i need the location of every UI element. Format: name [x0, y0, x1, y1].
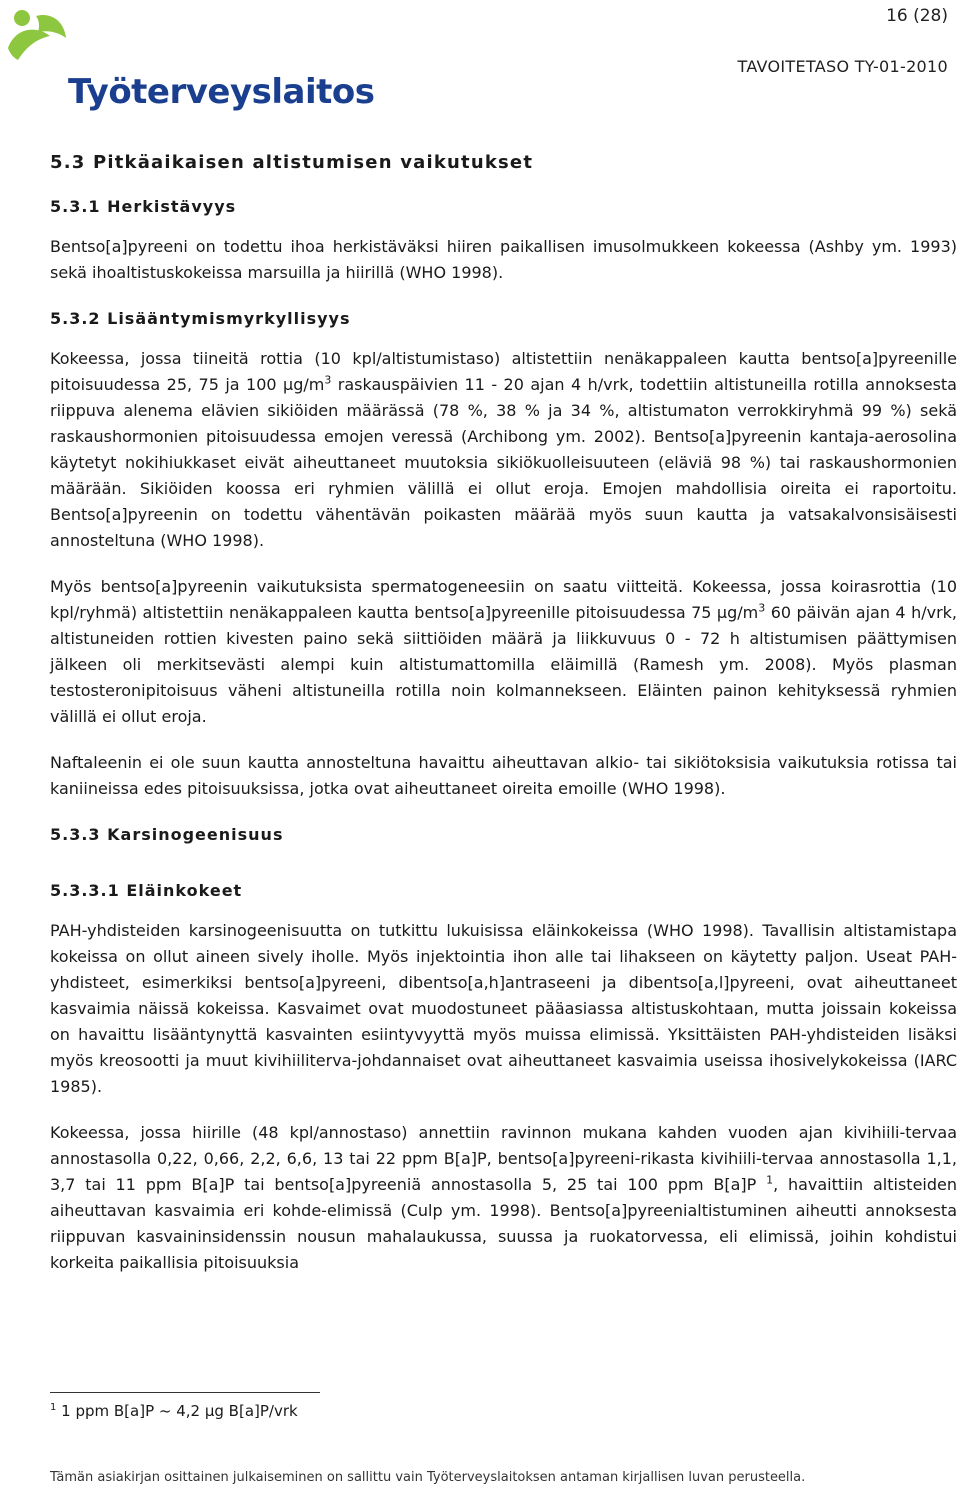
logo [6, 8, 375, 112]
text-span: , havaittiin altisteiden aiheuttavan kasvaimia eri kohde-elimissä (Culp ym. 1998). Bentso[a]pyreenialtistuminen aiheutti annoksesta riippuvan kasvaininsidenssin nousun mahalaukussa, suussa ja ruokatorvessa, eli elimissä, joihin kohdistui korkeita paikallisia pitoisuuksia [50, 1175, 957, 1272]
superscript: 3 [324, 373, 332, 387]
text-span: raskauspäivien 11 - 20 ajan 4 h/vrk, todettiin altistuneilla rotilla annoksesta riippuva alenema elävien sikiöiden määrässä (78 %, 38 % ja 34 %, altistumaton verrokkiryhmä 99 %) sekä raskaushormonien pitoisuudessa emojen veressä (Archibong ym. 2002). Bentso[a]pyreenin kantaja-aerosolina käytetyt nokihiukkaset eivät aiheuttaneet muutoksia sikiökuolleisuuteen (eläviä 98 %) tai raskaushormonien määrään. Sikiöiden koossa eri ryhmien välillä ei ollut eroja. Emojen mahdollisia oireita ei raportoitu. Bentso[a]pyreenin on todettu vähentävän poikasten määrää myös suun kautta ja vatsakalvonsisäisesti annosteltuna (WHO 1998). [50, 375, 957, 550]
footnote-divider [50, 1392, 320, 1393]
section-heading-5-3-3: 5.3.3 Karsinogeenisuus [50, 825, 284, 844]
paragraph-reproductive-3: Naftaleenin ei ole suun kautta annosteltuna havaittu aiheuttavan alkio- tai sikiötoksisia vaikutuksia rotissa tai kaniineissa edes pitoisuuksissa, jotka ovat aiheuttaneet oireita emoille (WHO 1998). [50, 753, 957, 798]
footnote-ref: 1 [766, 1173, 774, 1187]
section-heading-5-3: 5.3 Pitkäaikaisen altistumisen vaikutukset [50, 152, 534, 173]
section-heading-5-3-3-1: 5.3.3.1 Eläinkokeet [50, 881, 243, 900]
paragraph-sensitization: Bentso[a]pyreeni on todettu ihoa herkistäväksi hiiren paikallisen imusolmukkeen kokeessa (Ashby ym. 1993) sekä ihoaltistuskokeissa marsuilla ja hiirillä (WHO 1998). [50, 237, 957, 282]
section-heading-5-3-1: 5.3.1 Herkistävyys [50, 197, 237, 216]
paragraph-animal-studies-1: PAH-yhdisteiden karsinogeenisuutta on tutkittu lukuisissa eläinkokeissa (WHO 1998). Tavallisin altistamistapa kokeissa on ollut aineen sively iholle. Myös injektointia ihon alle tai lihakseen on käytetty paljon. Useat PAH-yhdisteet, esimerkiksi bentso[a]pyreeni, dibentso[a,h]antraseeni ja dibentso[a,l]pyreeni, ovat aiheuttaneet kasvaimia näissä kokeissa. Kasvaimet ovat muodostuneet pääasiassa altistuskohtaan, mutta joissain kokeissa on havaittu lisääntynyttä kasvainten esiintyvyyttä myös muissa elimissä. Yksittäisten PAH-yhdisteiden lisäksi myös kreosootti ja muut kivihiiliterva-johdannaiset ovat aiheuttaneet kasvaimia useissa ihosivelykokeissa (IARC 1985). [50, 921, 957, 1096]
text-span: Kokeessa, jossa hiirille (48 kpl/annostaso) annettiin ravinnon mukana kahden vuoden ajan kivihiili-tervaa annostasolla 0,22, 0,66, 2,2, 6,6, 13 tai 22 ppm B[a]P, bentso[a]pyreeni-rikasta kivihiili-tervaa annostasolla 1,1, 3,7 tai 11 ppm B[a]P tai bentso[a]pyreeniä annostasolla 5, 25 tai 100 ppm B[a]P [50, 1123, 957, 1194]
document-body [50, 150, 957, 1296]
superscript: 3 [758, 601, 766, 615]
footnote [50, 1402, 298, 1420]
footnote-text: 1 ppm B[a]P ~ 4,2 µg B[a]P/vrk [56, 1402, 298, 1420]
paragraph-reproductive-2 [50, 574, 957, 730]
text-span: Kokeessa, jossa tiineitä rottia (10 kpl/altistumistaso) altistettiin nenäkappaleen kautta bentso[a]pyreenille pitoisuudessa 25, 75 ja 100 µg/m [50, 349, 957, 394]
page-number: 16 (28) [886, 6, 948, 26]
logo-leaf-icon [6, 8, 70, 68]
footnote-marker: 1 [50, 1402, 57, 1413]
section-heading-5-3-2: 5.3.2 Lisääntymismyrkyllisyys [50, 309, 351, 328]
paragraph-animal-studies-2 [50, 1120, 957, 1276]
paragraph-reproductive-1 [50, 346, 957, 554]
footer-notice: Tämän asiakirjan osittainen julkaiseminen on sallittu vain Työterveyslaitoksen antaman kirjallisen luvan perusteella. [50, 1470, 806, 1485]
text-span: 60 päivän ajan 4 h/vrk, altistuneiden rottien kivesten paino sekä siittiöiden määrä ja liikkuvuus 0 - 72 h altistumisen päättymisen jälkeen oli merkitsevästi alempi kuin altistumattomilla eläimillä (Ramesh ym. 2008). Myös plasman testosteronipitoisuus väheni altistuneilla rotilla noin kolmannekseen. Eläinten painon kehityksessä ryhmien välillä ei ollut eroja. [50, 603, 957, 726]
document-code: TAVOITETASO TY-01-2010 [737, 57, 948, 76]
logo-wordmark: Työterveyslaitos [68, 72, 375, 112]
text-span: Myös bentso[a]pyreenin vaikutuksista spermatogeneesiin on saatu viitteitä. Kokeessa, jossa koirasrottia (10 kpl/ryhmä) altistettiin nenäkappaleen kautta bentso[a]pyreenille pitoisuudessa 75 µg/m [50, 577, 957, 622]
